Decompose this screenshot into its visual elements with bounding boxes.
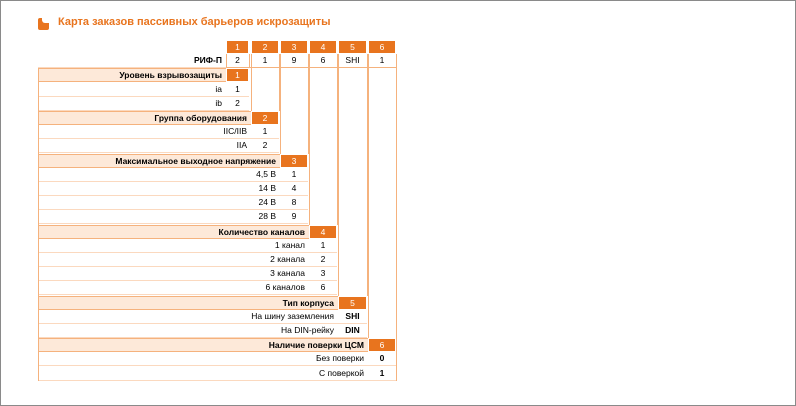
option-label: IIC/IIB: [38, 125, 251, 139]
option-label: 2 канала: [38, 253, 309, 267]
model-code-cell: 1: [379, 55, 385, 66]
option-label: С поверкой: [38, 367, 368, 381]
option-label: 24 В: [38, 196, 280, 210]
option-value: 1: [309, 239, 337, 253]
option-label: ib: [38, 97, 226, 111]
column-header: 2: [251, 40, 279, 54]
option-value: 9: [280, 210, 308, 224]
column-header: 3: [280, 40, 308, 54]
option-label: 1 канал: [38, 239, 309, 253]
section-number: 2: [251, 111, 279, 125]
model-code-cell: 6: [320, 55, 326, 66]
option-value: 2: [226, 97, 249, 111]
section-title: Тип корпуса: [38, 296, 338, 310]
option-value: 2: [309, 253, 337, 267]
option-value: 1: [280, 168, 308, 182]
section-number: 1: [226, 68, 249, 82]
column-guide: [251, 54, 252, 111]
option-label: ia: [38, 83, 226, 97]
section-title: Количество каналов: [38, 225, 309, 239]
option-label: На шину заземления: [38, 310, 338, 324]
section-title: Наличие поверки ЦСМ: [38, 338, 368, 352]
option-value: 2: [251, 139, 279, 153]
table-left-edge: [38, 68, 39, 380]
section-number: 6: [368, 338, 396, 352]
option-value: 1: [368, 367, 396, 381]
option-value: 1: [226, 83, 249, 97]
option-value: SHI: [338, 310, 367, 324]
option-label: 6 каналов: [38, 281, 309, 295]
option-label: 3 канала: [38, 267, 309, 281]
option-label: На DIN-рейку: [38, 324, 338, 338]
section-title: Максимальное выходное напряжение: [38, 154, 280, 168]
model-code-cell: 2: [235, 55, 240, 66]
model-code-cell: SHI: [345, 55, 360, 66]
column-guide: [338, 54, 339, 295]
option-value: 6: [309, 281, 337, 295]
option-label: 4,5 В: [38, 168, 280, 182]
section-number: 4: [309, 225, 337, 239]
option-value: 4: [280, 182, 308, 196]
document-icon: [38, 18, 49, 30]
option-value: 1: [251, 125, 279, 139]
page-title: Карта заказов пассивных барьеров искрозащиты: [58, 16, 331, 28]
option-value: DIN: [338, 324, 367, 338]
option-label: 28 В: [38, 210, 280, 224]
option-value: 8: [280, 196, 308, 210]
column-guide: [280, 54, 281, 153]
table-right-edge: [396, 54, 397, 381]
column-guide: [368, 54, 369, 338]
column-guide: [309, 54, 310, 224]
option-label: IIA: [38, 139, 251, 153]
option-label: 14 В: [38, 182, 280, 196]
column-guide: [226, 54, 227, 68]
section-title: Уровень взрывозащиты: [38, 68, 226, 82]
model-label: РИФ-П: [38, 54, 226, 68]
model-code-cell: 1: [262, 55, 268, 66]
column-header: 4: [309, 40, 337, 54]
option-label: Без поверки: [38, 352, 368, 366]
column-guide: [249, 54, 250, 68]
section-number: 3: [280, 154, 308, 168]
model-code-cell: 9: [291, 55, 297, 66]
option-value: 3: [309, 267, 337, 281]
column-header: 6: [368, 40, 396, 54]
option-value: 0: [368, 352, 396, 366]
column-header: 5: [338, 40, 367, 54]
column-header: 1: [226, 40, 249, 54]
section-number: 5: [338, 296, 367, 310]
section-title: Группа оборудования: [38, 111, 251, 125]
